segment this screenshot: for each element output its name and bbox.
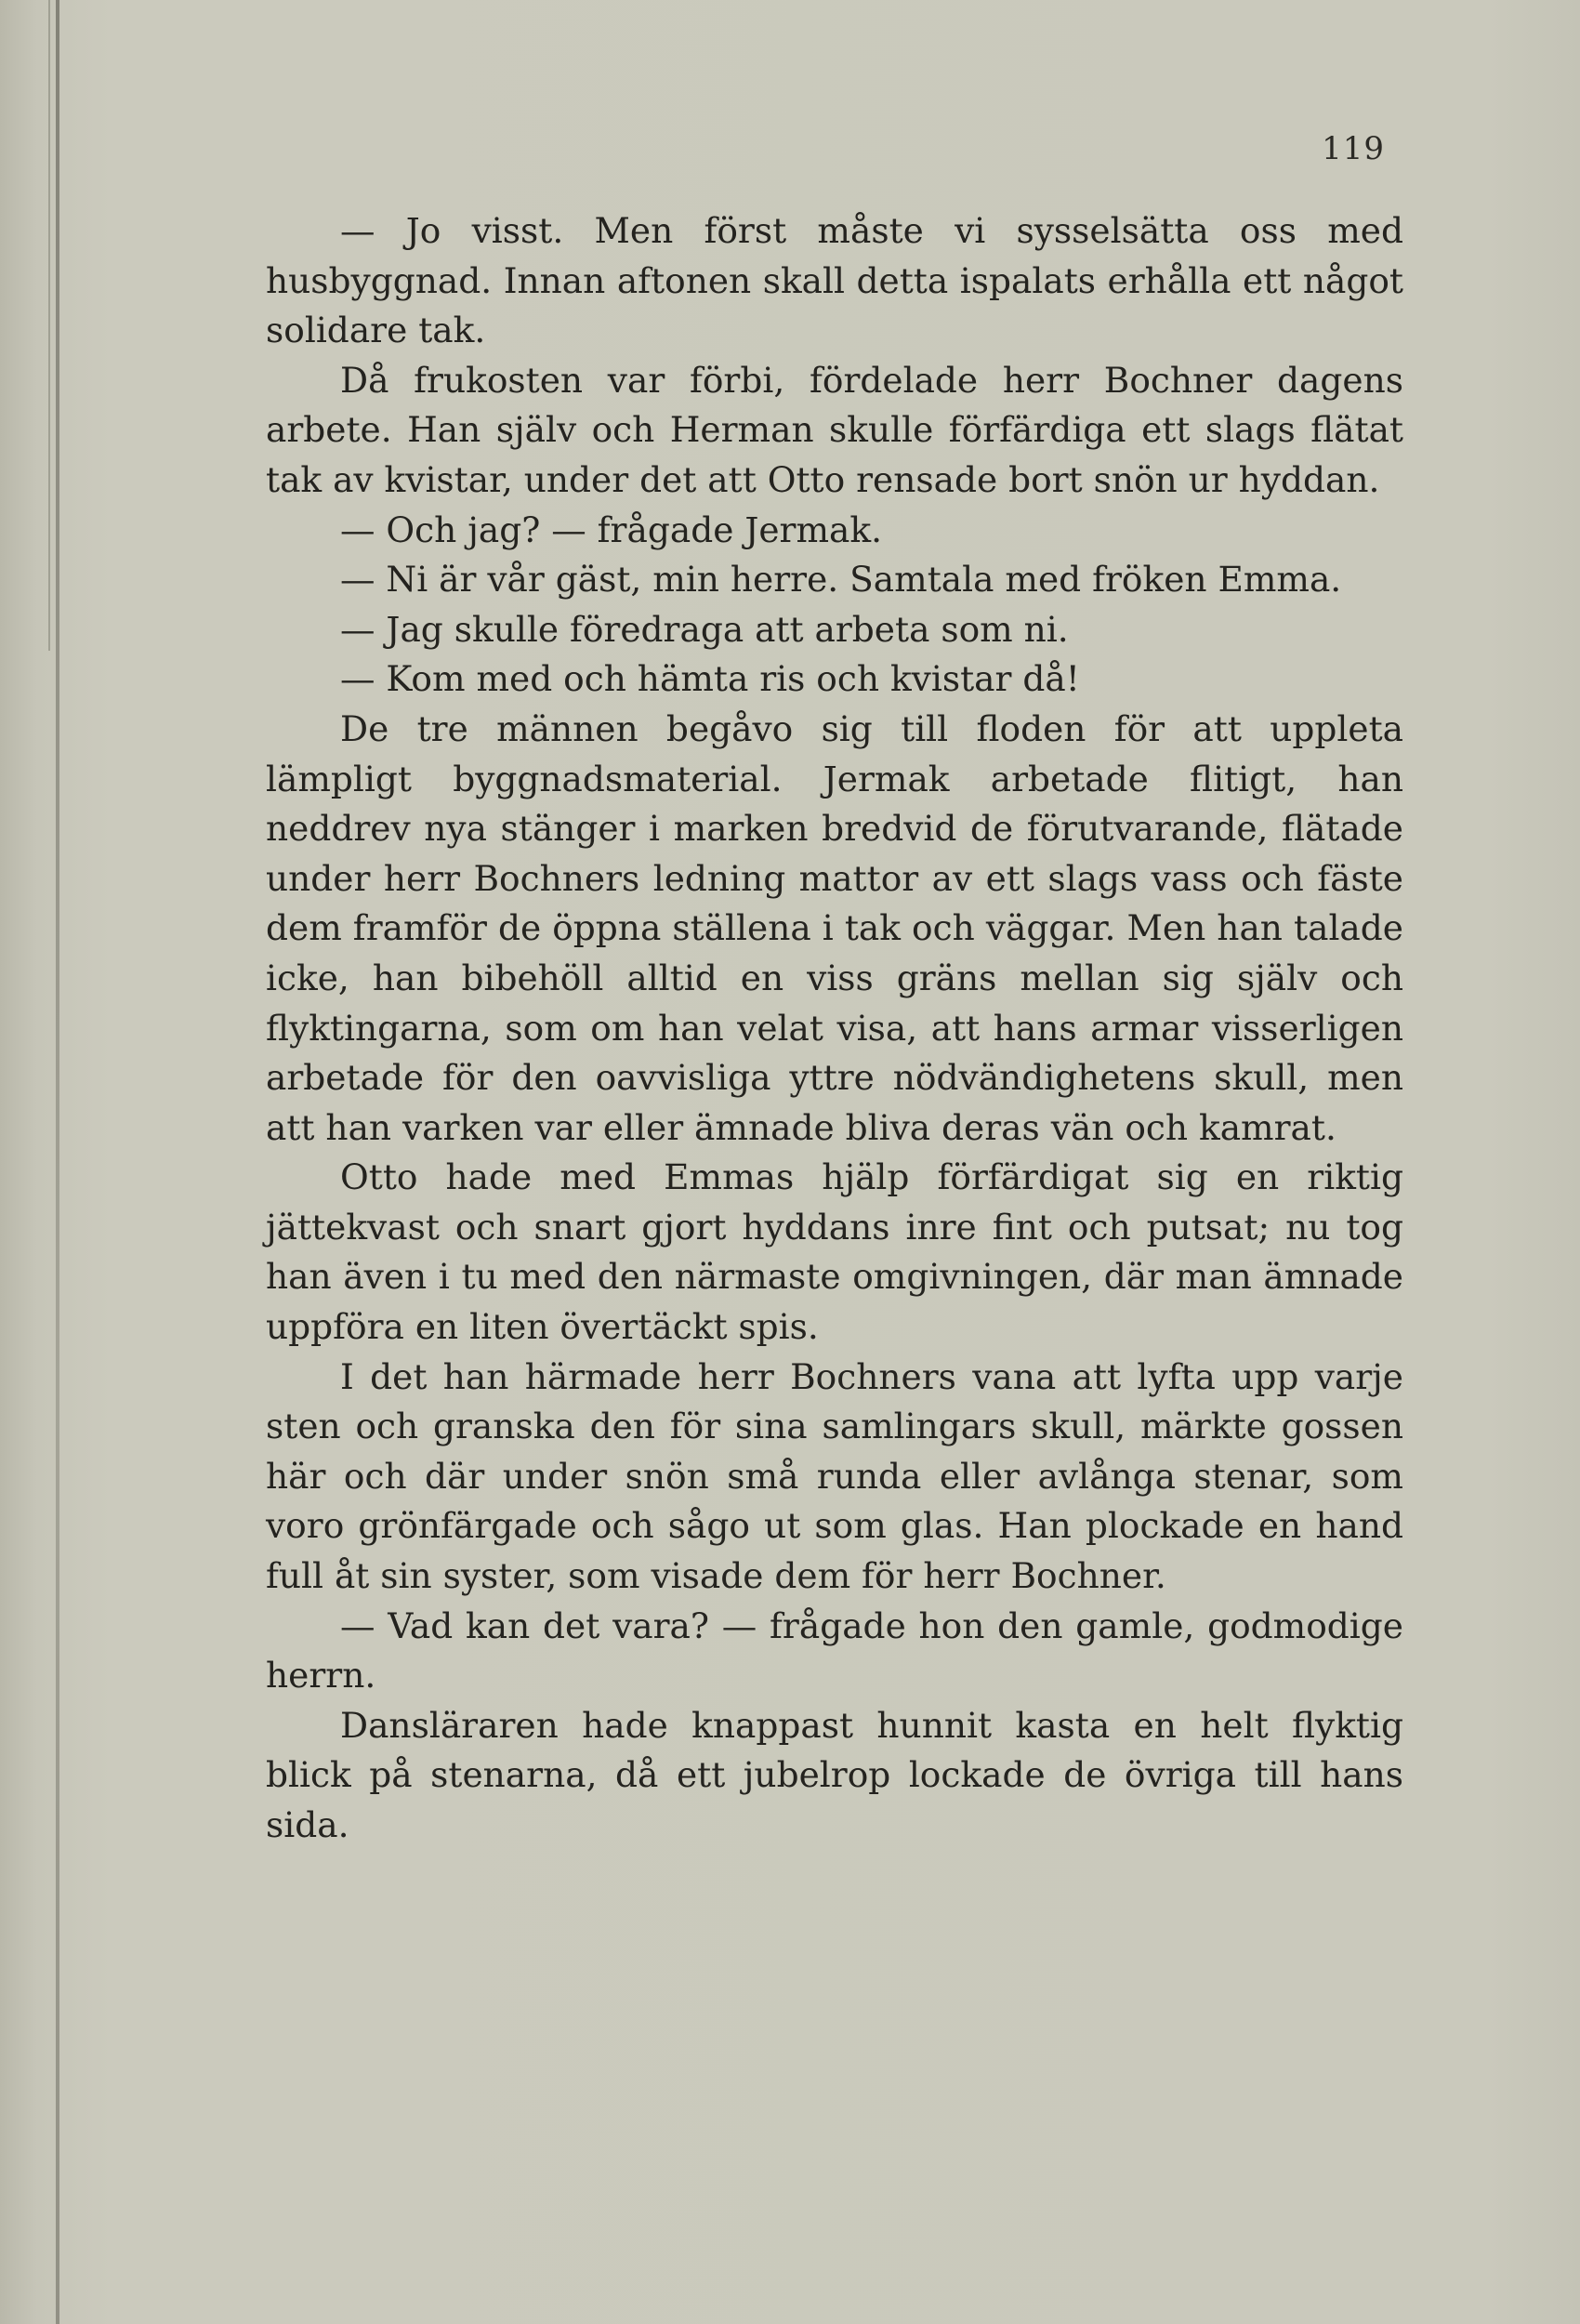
- body-text: [266, 206, 1403, 1851]
- paragraph: — Ni är vår gäst, min herre. Samtala med fröken Emma.: [340, 559, 1342, 601]
- paragraph: Dansläraren hade knappast hunnit kasta en helt flyktig blick på stenarna, då ett jubelrop lockade de övriga till hans sida.: [266, 1704, 1403, 1845]
- paragraph: — Vad kan det vara? — frågade hon den gamle, godmodige herrn.: [266, 1604, 1403, 1697]
- binding-edge: [56, 0, 59, 2324]
- binding-edge-inner: [48, 0, 50, 651]
- paragraph: — Jag skulle föredraga att arbeta som ni.: [340, 608, 1069, 650]
- paragraph: I det han härmade herr Bochners vana att lyfta upp varje sten och granska den för sina samlingars skull, märkte gossen här och där under snön små runda eller avlånga stenar, som voro grönfärgade och sågo ut som glas. Han plockade en hand full åt sin syster, som visade dem för herr Bochner.: [266, 1355, 1403, 1597]
- paragraph: Otto hade med Emmas hjälp förfärdigat sig en riktig jättekvast och snart gjort hyddans inre fint och putsat; nu tog han även i tu med den närmaste omgivningen, där man ämnade uppföra en liten övertäckt spis.: [266, 1156, 1403, 1348]
- paragraph: — Jo visst. Men först måste vi sysselsätta oss med husbyggnad. Innan aftonen skall detta ispalats erhålla ett något solidare tak.: [266, 210, 1403, 351]
- paragraph: De tre männen begåvo sig till floden för att uppleta lämpligt byggnadsmaterial. Jermak arbetade flitigt, han neddrev nya stänger i marken bredvid de förutvarande, flätade under herr Bochners ledning mattor av ett slags vass och fäste dem framför de öppna ställena i tak och väggar. Men han talade icke, han bibehöll alltid en viss gräns mellan sig själv och flyktingarna, som om han velat visa, att hans armar visserligen arbetade för den oavvisliga yttre nödvändighetens skull, men att han varken var eller ämnade bliva deras vän och kamrat.: [266, 707, 1403, 1148]
- paragraph: Då frukosten var förbi, fördelade herr Bochner dagens arbete. Han själv och Herman skulle förfärdiga ett slags flätat tak av kvistar, under det att Otto rensade bort snön ur hyddan.: [266, 359, 1403, 500]
- paragraph: — Kom med och hämta ris och kvistar då!: [340, 658, 1080, 700]
- paragraph: — Och jag? — frågade Jermak.: [340, 508, 883, 550]
- page-number: 119: [1322, 130, 1385, 167]
